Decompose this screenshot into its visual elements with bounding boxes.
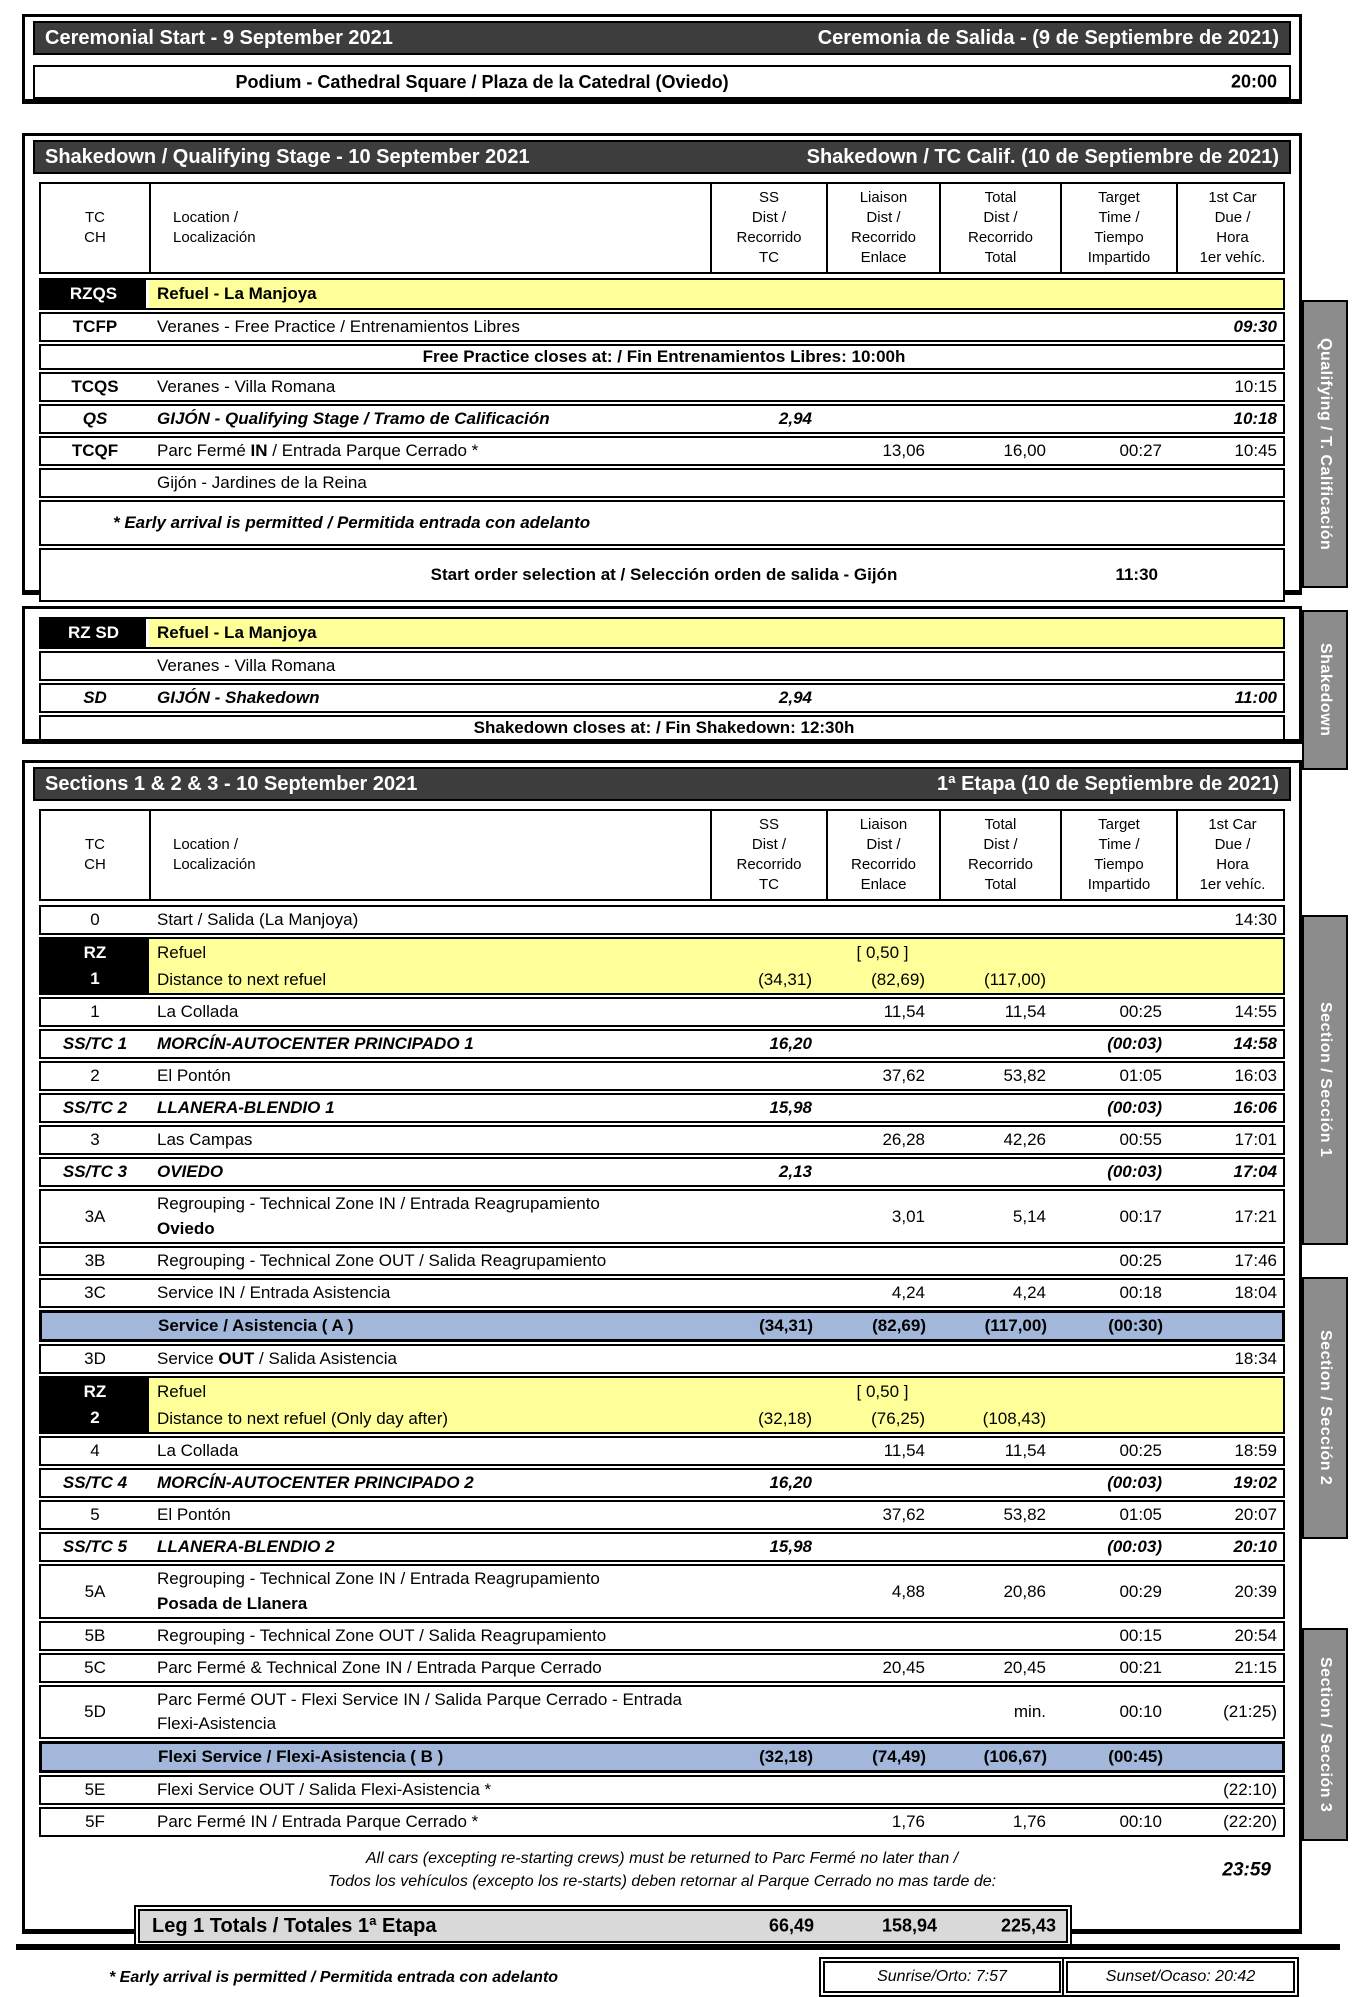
cell-due: 14:30	[1234, 910, 1277, 929]
closing-note-line1: All cars (excepting re-starting crews) must be returned to Parc Fermé no later than /	[365, 1850, 959, 1867]
cell-tc: RZ 1	[41, 939, 149, 993]
cell-location: Regrouping - Technical Zone OUT / Salida Reagrupamiento	[157, 1626, 607, 1645]
cell-location: Regrouping - Technical Zone IN / Entrada Reagrupamiento Posada de Llanera	[157, 1569, 600, 1613]
qualifying-title-bar	[33, 140, 1291, 174]
leg1-title-right: 1ª Etapa (10 de Septiembre de 2021)	[937, 772, 1279, 795]
column-header-location: Location / Localización	[149, 811, 710, 899]
column-header-target: Target Time / Tiempo Impartido	[1060, 184, 1176, 272]
row-TCFP	[39, 312, 1285, 342]
cell-due: 17:04	[1233, 1162, 1277, 1181]
cell-total: (117,00)	[984, 1316, 1047, 1335]
cell-liaison: 11,54	[883, 1002, 925, 1021]
cell-target: (00:30)	[1108, 1316, 1163, 1335]
column-header-liaison: Liaison Dist / Recorrido Enlace	[826, 811, 939, 899]
cell-total: (117,00)	[983, 969, 1046, 989]
cell-location: Service OUT / Salida Asistencia	[157, 1349, 398, 1368]
row-3B	[39, 1246, 1285, 1276]
podium-location: Podium - Cathedral Square / Plaza de la Catedral (Oviedo)	[235, 71, 729, 92]
cell-liaison: (82,69)	[871, 969, 925, 989]
cell-due: 21:15	[1234, 1658, 1277, 1677]
cell-due: 11:00	[1234, 688, 1277, 707]
cell-liaison: (74,49)	[872, 1747, 926, 1766]
next-section-strip	[16, 1944, 1340, 1950]
cell-total: 42,26	[1003, 1130, 1046, 1149]
cell-due: 17:46	[1234, 1251, 1277, 1270]
cell-tc: QS	[82, 409, 108, 428]
row-TCQF	[39, 436, 1285, 466]
cell-ss: (34,31)	[758, 969, 812, 989]
cell-location: Service / Asistencia ( A )	[158, 1316, 354, 1335]
cell-total: 5,14	[1012, 1206, 1046, 1226]
cell-location: Las Campas	[157, 1130, 253, 1149]
cell-target: 00:10	[1119, 1702, 1162, 1721]
cell-tc: RZ SD	[41, 619, 149, 647]
cell-tc: TCQF	[71, 441, 119, 460]
column-header-target: Target Time / Tiempo Impartido	[1060, 811, 1176, 899]
cell-liaison: 1,76	[891, 1812, 925, 1831]
cell-target: 01:05	[1119, 1066, 1162, 1085]
qualifying-table	[39, 182, 1285, 602]
cell-tc: 3	[90, 1130, 100, 1149]
cell-due: 09:30	[1233, 317, 1277, 336]
cell-due: 10:15	[1234, 377, 1277, 396]
totals-total: 225,43	[1000, 1915, 1056, 1936]
closing-note	[39, 1843, 1285, 1897]
cell-liaison: [ 0,50 ]	[856, 942, 909, 962]
column-header-due: 1st Car Due / Hora 1er vehíc.	[1176, 184, 1287, 272]
cell-location: MORCÍN-AUTOCENTER PRINCIPADO 2	[157, 1473, 474, 1492]
cell-tc: 3D	[84, 1349, 106, 1368]
column-header-tc: TC CH	[84, 836, 106, 873]
podium-row	[33, 65, 1291, 99]
cell-tc: TCQS	[71, 377, 119, 396]
cell-target: 00:10	[1119, 1812, 1162, 1831]
cell-tc: 4	[90, 1441, 100, 1460]
cell-location: Refuel	[157, 1381, 207, 1401]
ceremonial-title-right: Ceremonia de Salida - (9 de Septiembre de 2021)	[817, 26, 1279, 49]
cell-location: Refuel	[157, 942, 207, 962]
cell-location: Flexi Service / Flexi-Asistencia ( B )	[158, 1747, 444, 1766]
row-3C	[39, 1278, 1285, 1308]
frame-qualifying	[22, 133, 1302, 595]
cell-tc: RZ 2	[41, 1378, 149, 1432]
cell-ss: 2,94	[778, 409, 812, 428]
cell-ss: (34,31)	[759, 1316, 813, 1335]
row-5B	[39, 1621, 1285, 1651]
cell-total: 53,82	[1003, 1505, 1046, 1524]
cell-location: Service IN / Entrada Asistencia	[157, 1283, 391, 1302]
cell-target: 01:05	[1119, 1505, 1162, 1524]
leg1-title-left: Sections 1 & 2 & 3 - 10 September 2021	[45, 772, 418, 795]
cell-target: (00:03)	[1107, 1162, 1162, 1181]
leg1-footer	[39, 1959, 1285, 1997]
column-header-location: Location / Localización	[149, 184, 710, 272]
cell-total: (106,67)	[983, 1747, 1047, 1766]
shakedown-table	[39, 617, 1285, 741]
cell-liaison: 37,62	[882, 1505, 925, 1524]
row-5D	[39, 1685, 1285, 1739]
cell-total: 53,82	[1003, 1066, 1046, 1085]
tab-shakedown: Shakedown	[1302, 610, 1348, 770]
cell-ss: 2,13	[778, 1162, 812, 1181]
cell-ss: 16,20	[769, 1473, 812, 1492]
shakedown-rows	[39, 617, 1285, 741]
cell-liaison: 11,54	[883, 1441, 925, 1460]
cell-target: 00:25	[1119, 1002, 1162, 1021]
cell-due: 17:21	[1234, 1206, 1277, 1226]
row-RZ2	[39, 1376, 1285, 1434]
cell-due: 14:58	[1233, 1034, 1277, 1053]
leg1-rows	[39, 905, 1285, 1837]
cell-total: 11,54	[1004, 1441, 1046, 1460]
cell-tc: 2	[90, 1066, 100, 1085]
cell-target: (00:45)	[1108, 1747, 1163, 1766]
row-2	[39, 1061, 1285, 1091]
frame-leg1	[22, 760, 1302, 1986]
cell-total: 1,76	[1012, 1812, 1046, 1831]
frame-shakedown	[22, 606, 1302, 744]
cell-location: Parc Fermé & Technical Zone IN / Entrada Parque Cerrado	[157, 1658, 602, 1677]
column-header	[39, 809, 1285, 901]
cell-tc: TCFP	[72, 317, 118, 336]
closing-note-line2: Todos los vehículos (excepto los re-starts) deben retornar al Parque Cerrado no mas tarde de:	[327, 1873, 997, 1890]
cell-tc: 5E	[84, 1780, 106, 1799]
row-0	[39, 905, 1285, 935]
row-SS/TC 3	[39, 1157, 1285, 1187]
sunrise-box: Sunrise/Orto: 7:57	[823, 1961, 1061, 1993]
cell-ss: (32,18)	[759, 1747, 813, 1766]
cell-due: 20:54	[1234, 1626, 1277, 1645]
totals-ss: 66,49	[768, 1915, 814, 1936]
cell-liaison: 20,45	[882, 1658, 925, 1677]
cell-target: 00:55	[1119, 1130, 1162, 1149]
row-note	[39, 344, 1285, 370]
row-5E	[39, 1775, 1285, 1805]
row-service	[39, 1741, 1285, 1773]
row-5	[39, 1500, 1285, 1530]
cell-due: 20:39	[1234, 1581, 1277, 1601]
row-RZ SD	[39, 617, 1285, 649]
cell-location: Veranes - Villa Romana	[157, 377, 336, 396]
qualifying-title-left: Shakedown / Qualifying Stage - 10 September 2021	[45, 145, 530, 168]
closing-time: 23:59	[1222, 1859, 1271, 1881]
cell-target: 00:18	[1119, 1283, 1162, 1302]
totals-label: Leg 1 Totals / Totales 1ª Etapa	[152, 1914, 437, 1937]
row-1	[39, 997, 1285, 1027]
cell-target: (00:03)	[1107, 1098, 1162, 1117]
column-header-total: Total Dist / Recorrido Total	[939, 184, 1060, 272]
cell-tc: SS/TC 5	[62, 1537, 128, 1556]
cell-due: (22:20)	[1223, 1812, 1277, 1831]
row-SD	[39, 683, 1285, 713]
column-header-tc: TC CH	[84, 209, 106, 246]
cell-liaison: (76,25)	[871, 1408, 925, 1428]
cell-tc: 0	[90, 910, 100, 929]
cell-tc: 5C	[84, 1658, 106, 1677]
cell-due: 16:03	[1234, 1066, 1277, 1085]
note-text: Start order selection at / Selección orden de salida - Gijón	[430, 565, 898, 584]
note-text: Free Practice closes at: / Fin Entrenamientos Libres: 10:00h	[422, 347, 906, 366]
cell-liaison: [ 0,50 ]	[856, 1381, 909, 1401]
cell-tc: SS/TC 3	[62, 1162, 128, 1181]
cell-ss: 15,98	[769, 1537, 812, 1556]
cell-tc: RZQS	[41, 280, 149, 308]
cell-location: Veranes - Villa Romana	[157, 656, 336, 675]
cell-ss: 16,20	[769, 1034, 812, 1053]
cell-tc: SD	[83, 688, 107, 707]
cell-location: Parc Fermé IN / Entrada Parque Cerrado *	[157, 1812, 479, 1831]
cell-tc: 5A	[84, 1581, 106, 1601]
cell-location: GIJÓN - Shakedown	[157, 688, 320, 707]
cell-location: LLANERA-BLENDIO 2	[157, 1537, 335, 1556]
cell-target: 00:15	[1119, 1626, 1162, 1645]
cell-target: 00:21	[1119, 1658, 1162, 1677]
cell-due: 17:01	[1234, 1130, 1277, 1149]
row-QS	[39, 404, 1285, 434]
cell-liaison: 4,88	[891, 1581, 925, 1601]
cell-location: Start / Salida (La Manjoya)	[157, 910, 359, 929]
cell-target: 00:29	[1119, 1581, 1162, 1601]
cell-ss: 15,98	[769, 1098, 812, 1117]
cell-location: GIJÓN - Qualifying Stage / Tramo de Calificación	[157, 409, 550, 428]
column-header-liaison: Liaison Dist / Recorrido Enlace	[826, 184, 939, 272]
ceremonial-title-left: Ceremonial Start - 9 September 2021	[45, 26, 393, 49]
cell-ss: (32,18)	[758, 1408, 812, 1428]
cell-total: (108,43)	[982, 1408, 1046, 1428]
row-SS/TC 1	[39, 1029, 1285, 1059]
cell-location: OVIEDO	[157, 1162, 224, 1181]
row-service	[39, 1310, 1285, 1342]
cell-due: 10:18	[1233, 409, 1277, 428]
cell-target: 00:17	[1119, 1206, 1162, 1226]
row-3D	[39, 1344, 1285, 1374]
totals-liaison: 158,94	[881, 1915, 937, 1936]
cell-due: 14:55	[1234, 1002, 1277, 1021]
cell-location: Parc Fermé IN / Entrada Parque Cerrado *	[157, 441, 479, 460]
row-SS/TC 5	[39, 1532, 1285, 1562]
cell-tc: 3A	[84, 1206, 106, 1226]
row-TCQS	[39, 372, 1285, 402]
cell-tc: SS/TC 2	[62, 1098, 128, 1117]
cell-tc: 1	[90, 1002, 100, 1021]
cell-total: 4,24	[1012, 1283, 1046, 1302]
cell-due: 18:59	[1234, 1441, 1277, 1460]
cell-due: 20:07	[1234, 1505, 1277, 1524]
row-SS/TC 2	[39, 1093, 1285, 1123]
leg-totals	[138, 1909, 1068, 1943]
cell-due: 10:45	[1234, 441, 1277, 460]
row-SS/TC 4	[39, 1468, 1285, 1498]
cell-total: 20,86	[1003, 1581, 1046, 1601]
cell-tc: SS/TC 4	[62, 1473, 128, 1492]
row-enote	[39, 500, 1285, 546]
qualifying-title-right: Shakedown / TC Calif. (10 de Septiembre de 2021)	[806, 145, 1279, 168]
cell-due: 16:06	[1233, 1098, 1277, 1117]
leg1-table	[39, 809, 1285, 1997]
cell-total: min.	[1013, 1702, 1046, 1721]
cell-total: 16,00	[1003, 441, 1046, 460]
cell-due: 19:02	[1233, 1473, 1277, 1492]
cell-location: Refuel - La Manjoya	[157, 284, 317, 303]
cell-target: 00:25	[1119, 1251, 1162, 1270]
cell-target: 00:25	[1119, 1441, 1162, 1460]
cell-target: (00:03)	[1107, 1473, 1162, 1492]
cell-due: (21:25)	[1223, 1702, 1277, 1721]
cell-target: 11:30	[1115, 565, 1158, 584]
tab-section-1: Section / Sección 1	[1302, 915, 1348, 1245]
cell-target: (00:03)	[1107, 1537, 1162, 1556]
cell-liaison: 3,01	[891, 1206, 925, 1226]
footer-note: * Early arrival is permitted / Permitida entrada con adelanto	[109, 1969, 559, 1986]
row-note	[39, 715, 1285, 741]
row-5C	[39, 1653, 1285, 1683]
cell-due: (22:10)	[1223, 1780, 1277, 1799]
cell-location: Flexi Service OUT / Salida Flexi-Asistencia *	[157, 1780, 492, 1799]
leg1-title-bar	[33, 767, 1291, 801]
cell-location: La Collada	[157, 1441, 239, 1460]
row-subloc	[39, 468, 1285, 498]
cell-location: La Collada	[157, 1002, 239, 1021]
row-4	[39, 1436, 1285, 1466]
cell-location: Regrouping - Technical Zone OUT / Salida Reagrupamiento	[157, 1251, 607, 1270]
row-RZ1	[39, 937, 1285, 995]
cell-location: MORCÍN-AUTOCENTER PRINCIPADO 1	[157, 1034, 474, 1053]
row-5A	[39, 1564, 1285, 1619]
sunset-box: Sunset/Ocaso: 20:42	[1066, 1961, 1295, 1993]
cell-location: Veranes - Free Practice / Entrenamientos Libres	[157, 317, 520, 336]
cell-liaison: 13,06	[882, 441, 925, 460]
cell-total: 20,45	[1003, 1658, 1046, 1677]
row-5F	[39, 1807, 1285, 1837]
cell-due: 20:10	[1233, 1537, 1277, 1556]
cell-location: Refuel - La Manjoya	[157, 623, 317, 642]
cell-tc: 5B	[84, 1626, 106, 1645]
cell-location: El Pontón	[157, 1505, 231, 1524]
podium-time: 20:00	[1230, 71, 1277, 92]
cell-tc: 5D	[84, 1702, 106, 1721]
cell-total: 11,54	[1004, 1002, 1046, 1021]
row-3	[39, 1125, 1285, 1155]
column-header	[39, 182, 1285, 274]
column-header-total: Total Dist / Recorrido Total	[939, 811, 1060, 899]
row-note	[39, 548, 1285, 602]
cell-liaison: 37,62	[882, 1066, 925, 1085]
cell-location: Gijón - Jardines de la Reina	[157, 473, 367, 492]
tab-section-2: Section / Sección 2	[1302, 1277, 1348, 1539]
qualifying-rows	[39, 278, 1285, 602]
cell-liaison: (82,69)	[872, 1316, 926, 1335]
cell-ss: 2,94	[778, 688, 812, 707]
column-header-ss: SS Dist / Recorrido TC	[710, 184, 826, 272]
note-text: * Early arrival is permitted / Permitida entrada con adelanto	[113, 513, 591, 532]
cell-location: Regrouping - Technical Zone IN / Entrada Reagrupamiento Oviedo	[157, 1194, 600, 1238]
column-header-due: 1st Car Due / Hora 1er vehíc.	[1176, 811, 1287, 899]
cell-target: 00:27	[1119, 441, 1162, 460]
cell-tc: 3C	[84, 1283, 106, 1302]
cell-tc: 5F	[85, 1812, 105, 1831]
note-text: Shakedown closes at: / Fin Shakedown: 12:30h	[473, 718, 855, 737]
row-RZQS	[39, 278, 1285, 310]
column-header-ss: SS Dist / Recorrido TC	[710, 811, 826, 899]
cell-tc: 3B	[84, 1251, 106, 1270]
cell-due: 18:04	[1234, 1283, 1277, 1302]
ceremonial-title-bar	[33, 21, 1291, 55]
cell-tc: 5	[90, 1505, 100, 1524]
cell-liaison: 4,24	[891, 1283, 925, 1302]
tab-section-3: Section / Sección 3	[1302, 1628, 1348, 1841]
cell-due: 18:34	[1234, 1349, 1277, 1368]
row-subloc	[39, 651, 1285, 681]
row-3A	[39, 1189, 1285, 1244]
frame-ceremonial	[22, 14, 1302, 104]
tab-qualifying: Qualifying / T. Calificación	[1302, 300, 1348, 588]
cell-location: LLANERA-BLENDIO 1	[157, 1098, 335, 1117]
cell-tc: SS/TC 1	[62, 1034, 128, 1053]
cell-location: El Pontón	[157, 1066, 231, 1085]
cell-target: (00:03)	[1107, 1034, 1162, 1053]
cell-location: Parc Fermé OUT - Flexi Service IN / Salida Parque Cerrado - Entrada Flexi-Asistencia	[157, 1690, 682, 1733]
cell-location: Distance to next refuel	[157, 969, 327, 989]
cell-liaison: 26,28	[882, 1130, 925, 1149]
cell-location: Distance to next refuel (Only day after)	[157, 1408, 449, 1428]
